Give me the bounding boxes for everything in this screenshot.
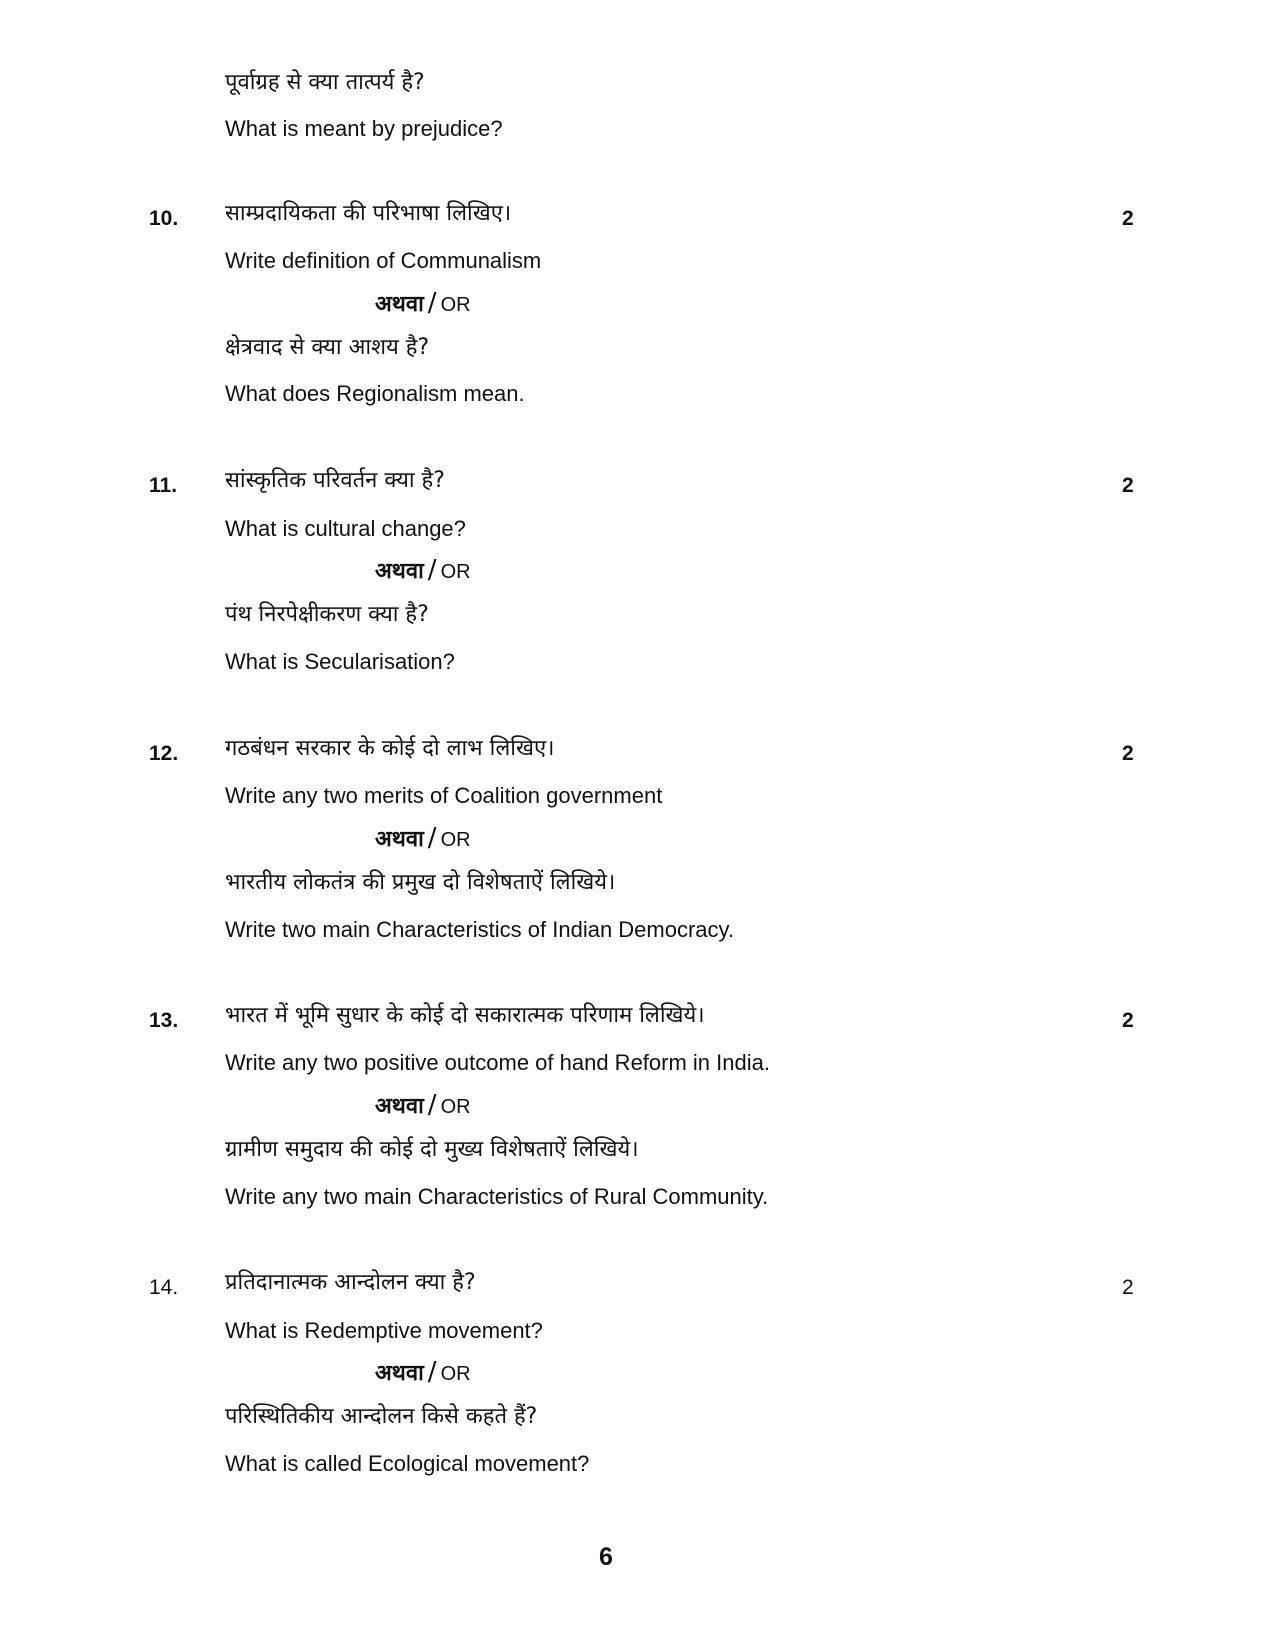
- page-number: 6: [599, 1543, 613, 1571]
- intro-question-english: What is meant by prejudice?: [225, 116, 503, 141]
- question-marks: 2: [1122, 742, 1134, 765]
- question-english: What is cultural change?: [225, 516, 466, 541]
- question-number: 11.: [149, 474, 178, 497]
- or-label-english: OR: [440, 829, 471, 851]
- question-marks: 2: [1122, 474, 1134, 497]
- alternate-question-english: Write two main Characteristics of Indian Democracy.: [225, 917, 735, 942]
- or-label-english: OR: [440, 1363, 471, 1385]
- question-hindi: साम्प्रदायिकता की परिभाषा लिखिए।: [225, 201, 512, 226]
- question-number: 10.: [149, 207, 179, 230]
- question-number: 14.: [149, 1276, 179, 1299]
- alternate-question-hindi: ग्रामीण समुदाय की कोई दो मुख्य विशेषताऐं लिखिये।: [225, 1137, 639, 1162]
- or-separator: /: [427, 1090, 437, 1120]
- alternate-question-english: What is Secularisation?: [225, 649, 455, 674]
- or-divider: [375, 1092, 471, 1118]
- or-divider: [375, 557, 471, 583]
- or-label-hindi: अथवा: [375, 292, 424, 317]
- alternate-question-english: What does Regionalism mean.: [225, 381, 525, 406]
- question-number: 12.: [149, 742, 179, 765]
- or-divider: [375, 1359, 471, 1385]
- question-hindi: सांस्कृतिक परिवर्तन क्या है?: [225, 468, 445, 493]
- alternate-question-hindi: पंथ निरपेक्षीकरण क्या है?: [225, 602, 429, 627]
- or-divider: [375, 825, 471, 851]
- question-english: Write definition of Communalism: [225, 248, 542, 273]
- question-hindi: भारत में भूमि सुधार के कोई दो सकारात्मक परिणाम लिखिये।: [225, 1003, 705, 1028]
- alternate-question-english: Write any two main Characteristics of Rural Community.: [225, 1184, 769, 1209]
- or-label-hindi: अथवा: [375, 1361, 424, 1386]
- question-english: Write any two merits of Coalition government: [225, 783, 663, 808]
- question-english: What is Redemptive movement?: [225, 1318, 543, 1343]
- or-separator: /: [427, 1357, 437, 1387]
- or-divider: [375, 290, 471, 316]
- alternate-question-hindi: परिस्थितिकीय आन्दोलन किसे कहते हैं?: [225, 1404, 538, 1429]
- question-number: 13.: [149, 1009, 179, 1032]
- or-label-english: OR: [440, 294, 471, 316]
- question-marks: 2: [1122, 207, 1134, 230]
- or-label-english: OR: [440, 1096, 471, 1118]
- question-hindi: गठबंधन सरकार के कोई दो लाभ लिखिए।: [225, 736, 555, 761]
- alternate-question-english: What is called Ecological movement?: [225, 1451, 590, 1476]
- question-english: Write any two positive outcome of hand Reform in India.: [225, 1050, 770, 1075]
- or-label-hindi: अथवा: [375, 1094, 424, 1119]
- intro-question-hindi: पूर्वाग्रह से क्या तात्पर्य है?: [225, 70, 425, 95]
- question-hindi: प्रतिदानात्मक आन्दोलन क्या है?: [225, 1270, 476, 1295]
- or-separator: /: [427, 555, 437, 585]
- or-separator: /: [427, 823, 437, 853]
- or-label-hindi: अथवा: [375, 559, 424, 584]
- question-marks: 2: [1122, 1276, 1134, 1299]
- alternate-question-hindi: भारतीय लोकतंत्र की प्रमुख दो विशेषताऐं लिखिये।: [225, 870, 616, 895]
- question-marks: 2: [1122, 1009, 1134, 1032]
- or-separator: /: [427, 288, 437, 318]
- or-label-english: OR: [440, 561, 471, 583]
- or-label-hindi: अथवा: [375, 827, 424, 852]
- alternate-question-hindi: क्षेत्रवाद से क्या आशय है?: [225, 335, 430, 360]
